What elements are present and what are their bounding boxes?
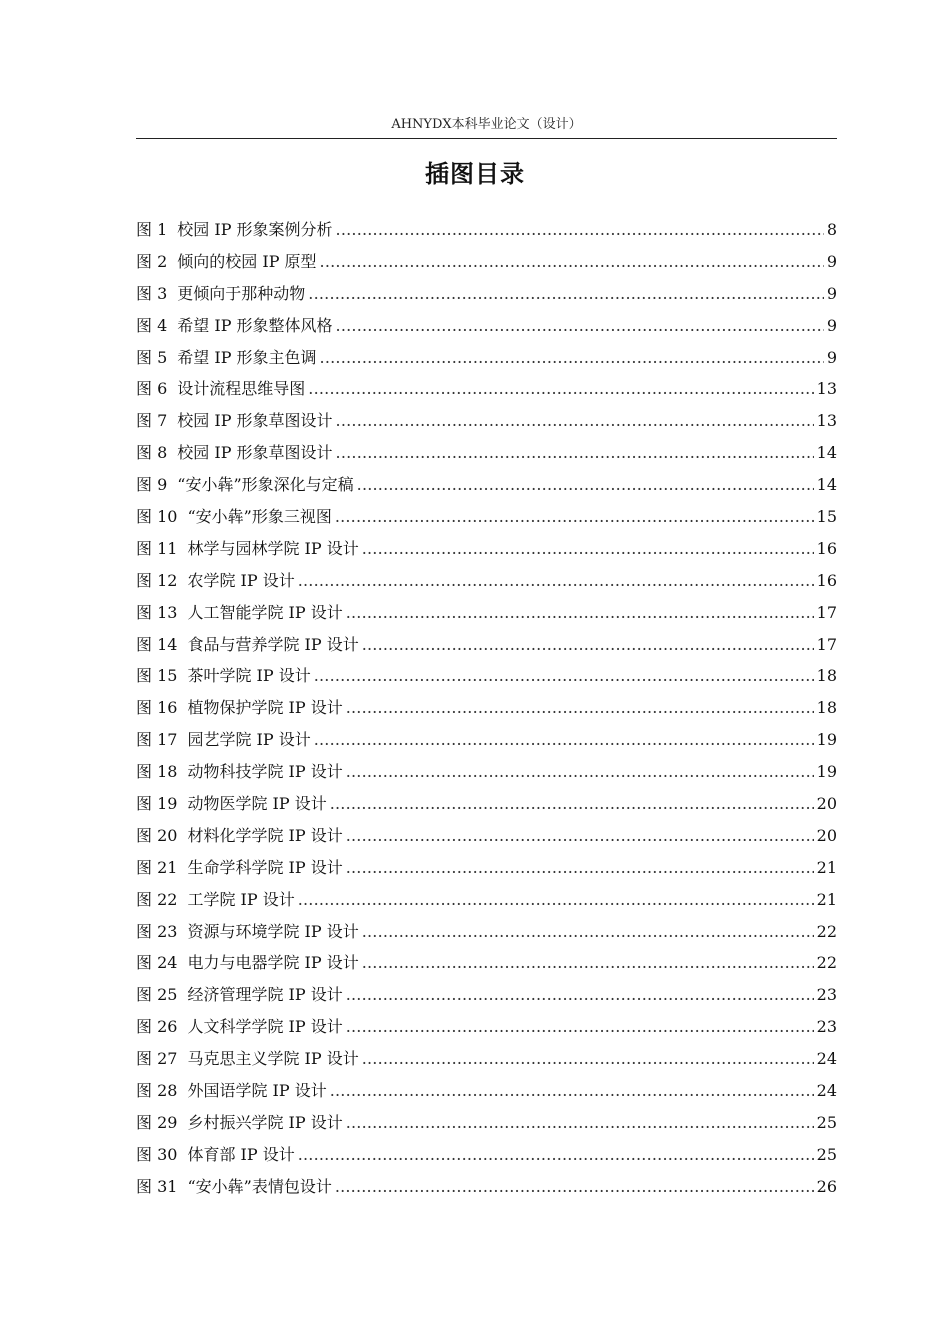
toc-entry[interactable] xyxy=(136,469,837,501)
toc-entry-label xyxy=(136,916,359,948)
figure-number: 图 15 xyxy=(136,666,178,686)
figure-number: 图 27 xyxy=(136,1049,178,1069)
figure-caption: 资源与环境学院 IP 设计 xyxy=(187,921,359,941)
running-title: AHNYDX本科毕业论文（设计） xyxy=(391,117,582,132)
page-number: 25 xyxy=(816,1112,837,1132)
toc-entry-label xyxy=(136,884,295,916)
toc-entry-label xyxy=(136,342,317,374)
figure-number: 图 16 xyxy=(136,698,178,718)
toc-entry-label xyxy=(136,788,327,820)
figure-caption: 人工智能学院 IP 设计 xyxy=(187,602,343,622)
toc-entry-label xyxy=(136,1139,295,1171)
toc-entry[interactable] xyxy=(136,1075,837,1107)
toc-entry-label xyxy=(136,756,343,788)
page-number: 18 xyxy=(816,666,837,686)
dot-leader xyxy=(362,629,814,661)
toc-entry[interactable] xyxy=(136,692,837,724)
dot-leader xyxy=(308,278,824,310)
figure-number: 图 25 xyxy=(136,985,178,1005)
page-number: 9 xyxy=(826,251,837,271)
figure-number: 图 29 xyxy=(136,1112,178,1132)
dot-leader xyxy=(298,565,814,597)
dot-leader xyxy=(346,820,814,852)
dot-leader xyxy=(346,1011,814,1043)
figure-caption: 茶叶学院 IP 设计 xyxy=(187,666,311,686)
figure-caption: 电力与电器学院 IP 设计 xyxy=(187,953,359,973)
figure-caption: “安小犇”形象深化与定稿 xyxy=(177,475,354,495)
toc-entry[interactable] xyxy=(136,310,837,342)
dot-leader xyxy=(298,884,814,916)
dot-leader xyxy=(336,214,824,246)
toc-entry-label xyxy=(136,1171,332,1203)
page-number: 14 xyxy=(816,443,837,463)
toc-entry-label xyxy=(136,1011,343,1043)
figure-number: 图 6 xyxy=(136,379,168,399)
toc-entry-label xyxy=(136,1075,327,1107)
dot-leader xyxy=(362,1043,814,1075)
page-number: 9 xyxy=(826,315,837,335)
figure-caption: 工学院 IP 设计 xyxy=(187,889,295,909)
page-number: 8 xyxy=(826,220,837,239)
toc-entry-label xyxy=(136,246,317,278)
figure-number: 图 28 xyxy=(136,1081,178,1101)
dot-leader xyxy=(335,501,814,533)
figure-number: 图 7 xyxy=(136,411,168,431)
figure-number: 图 22 xyxy=(136,889,178,909)
toc-entry[interactable] xyxy=(136,1139,837,1171)
dot-leader xyxy=(320,246,824,278)
list-of-figures xyxy=(136,214,837,1203)
page-number: 19 xyxy=(816,730,837,750)
toc-entry-label xyxy=(136,310,333,342)
figure-number: 图 23 xyxy=(136,921,178,941)
page-number: 9 xyxy=(826,347,837,367)
figure-caption: 更倾向于那种动物 xyxy=(177,283,306,303)
page-number: 14 xyxy=(816,475,837,495)
page-number: 21 xyxy=(816,889,837,909)
page-number: 26 xyxy=(816,1176,837,1196)
page-number: 16 xyxy=(816,538,837,558)
page-number: 20 xyxy=(816,825,837,845)
page-number: 20 xyxy=(816,794,837,814)
toc-entry-label xyxy=(136,533,359,565)
page-number: 13 xyxy=(816,411,837,431)
dot-leader xyxy=(314,724,814,756)
toc-entry-label xyxy=(136,373,305,405)
figure-caption: 乡村振兴学院 IP 设计 xyxy=(187,1112,343,1132)
figure-caption: 经济管理学院 IP 设计 xyxy=(187,985,343,1005)
toc-entry[interactable] xyxy=(136,1043,837,1075)
figure-number: 图 18 xyxy=(136,762,178,782)
figure-caption: 动物医学院 IP 设计 xyxy=(187,794,327,814)
figure-caption: 农学院 IP 设计 xyxy=(187,570,295,590)
toc-entry[interactable] xyxy=(136,373,837,405)
figure-number: 图 14 xyxy=(136,634,178,654)
dot-leader xyxy=(336,405,814,437)
page-number: 19 xyxy=(816,762,837,782)
dot-leader xyxy=(320,342,824,374)
page-title: 插图目录 xyxy=(425,160,525,188)
toc-entry[interactable] xyxy=(136,660,837,692)
page-number: 21 xyxy=(816,857,837,877)
dot-leader xyxy=(298,1139,814,1171)
figure-caption: 倾向的校园 IP 原型 xyxy=(177,251,317,271)
toc-entry-label xyxy=(136,692,343,724)
toc-entry[interactable] xyxy=(136,405,837,437)
figure-caption: 生命学科学院 IP 设计 xyxy=(187,857,343,877)
page-number: 23 xyxy=(816,1017,837,1037)
figure-caption: 林学与园林学院 IP 设计 xyxy=(187,538,359,558)
figure-caption: 设计流程思维导图 xyxy=(177,379,306,399)
figure-caption: “安小犇”形象三视图 xyxy=(187,507,332,527)
figure-number: 图 2 xyxy=(136,251,168,271)
dot-leader xyxy=(346,979,814,1011)
toc-entry[interactable] xyxy=(136,214,837,246)
figure-number: 图 21 xyxy=(136,857,178,877)
toc-entry[interactable] xyxy=(136,501,837,533)
dot-leader xyxy=(346,597,814,629)
figure-number: 图 12 xyxy=(136,570,178,590)
figure-number: 图 19 xyxy=(136,794,178,814)
figure-number: 图 31 xyxy=(136,1176,178,1196)
toc-entry[interactable] xyxy=(136,597,837,629)
page-number: 24 xyxy=(816,1049,837,1069)
toc-entry-label xyxy=(136,979,343,1011)
toc-entry-label xyxy=(136,1043,359,1075)
toc-entry-label xyxy=(136,724,311,756)
dot-leader xyxy=(362,916,814,948)
toc-entry-label xyxy=(136,214,333,246)
toc-entry[interactable] xyxy=(136,756,837,788)
figure-caption: 校园 IP 形象草图设计 xyxy=(177,411,333,431)
dot-leader xyxy=(336,310,824,342)
page-number: 22 xyxy=(816,921,837,941)
dot-leader xyxy=(362,533,814,565)
page-number: 25 xyxy=(816,1144,837,1164)
toc-entry-label xyxy=(136,820,343,852)
toc-entry[interactable] xyxy=(136,724,837,756)
toc-entry-label xyxy=(136,597,343,629)
page-number: 16 xyxy=(816,570,837,590)
figure-caption: 外国语学院 IP 设计 xyxy=(187,1081,327,1101)
toc-entry[interactable] xyxy=(136,533,837,565)
page-number: 17 xyxy=(816,602,837,622)
figure-caption: 希望 IP 形象整体风格 xyxy=(177,315,333,335)
dot-leader xyxy=(335,1171,814,1203)
toc-entry[interactable] xyxy=(136,947,837,979)
figure-number: 图 1 xyxy=(136,220,168,239)
toc-entry[interactable] xyxy=(136,788,837,820)
dot-leader xyxy=(308,373,813,405)
figure-caption: 人文科学学院 IP 设计 xyxy=(187,1017,343,1037)
toc-entry-label xyxy=(136,278,305,310)
figure-number: 图 9 xyxy=(136,475,168,495)
figure-caption: 园艺学院 IP 设计 xyxy=(187,730,311,750)
toc-entry[interactable] xyxy=(136,916,837,948)
dot-leader xyxy=(346,756,814,788)
figure-number: 图 4 xyxy=(136,315,168,335)
figure-number: 图 24 xyxy=(136,953,178,973)
toc-entry[interactable] xyxy=(136,342,837,374)
toc-entry-label xyxy=(136,1107,343,1139)
figure-caption: “安小犇”表情包设计 xyxy=(187,1176,332,1196)
figure-number: 图 10 xyxy=(136,507,178,527)
dot-leader xyxy=(330,1075,814,1107)
figure-caption: 马克思主义学院 IP 设计 xyxy=(187,1049,359,1069)
figure-caption: 材料化学学院 IP 设计 xyxy=(187,825,343,845)
figure-caption: 动物科技学院 IP 设计 xyxy=(187,762,343,782)
figure-caption: 校园 IP 形象草图设计 xyxy=(177,443,333,463)
toc-entry-label xyxy=(136,437,333,469)
page-number: 9 xyxy=(826,283,837,303)
toc-entry-label xyxy=(136,469,354,501)
figure-number: 图 13 xyxy=(136,602,178,622)
dot-leader xyxy=(362,947,814,979)
figure-number: 图 20 xyxy=(136,825,178,845)
toc-entry[interactable] xyxy=(136,884,837,916)
toc-entry[interactable] xyxy=(136,1107,837,1139)
toc-entry[interactable] xyxy=(136,979,837,1011)
figure-caption: 希望 IP 形象主色调 xyxy=(177,347,317,367)
toc-entry-label xyxy=(136,405,333,437)
toc-entry-label xyxy=(136,947,359,979)
page-number: 15 xyxy=(816,507,837,527)
figure-number: 图 30 xyxy=(136,1144,178,1164)
page-number: 23 xyxy=(816,985,837,1005)
toc-entry[interactable] xyxy=(136,437,837,469)
dot-leader xyxy=(346,692,814,724)
toc-entry[interactable] xyxy=(136,852,837,884)
figure-number: 图 3 xyxy=(136,283,168,303)
page-number: 13 xyxy=(816,379,837,399)
toc-entry[interactable] xyxy=(136,1171,837,1203)
dot-leader xyxy=(346,852,814,884)
toc-entry-label xyxy=(136,660,311,692)
figure-number: 图 5 xyxy=(136,347,168,367)
toc-entry[interactable] xyxy=(136,278,837,310)
figure-number: 图 8 xyxy=(136,443,168,463)
toc-entry-label xyxy=(136,629,359,661)
toc-entry[interactable] xyxy=(136,629,837,661)
figure-caption: 校园 IP 形象案例分析 xyxy=(177,220,333,239)
dot-leader xyxy=(314,660,814,692)
figure-caption: 体育部 IP 设计 xyxy=(187,1144,295,1164)
page-number: 18 xyxy=(816,698,837,718)
page-header xyxy=(136,116,837,139)
figure-number: 图 26 xyxy=(136,1017,178,1037)
toc-entry-label xyxy=(136,852,343,884)
page-number: 17 xyxy=(816,634,837,654)
dot-leader xyxy=(336,437,814,469)
toc-entry[interactable] xyxy=(136,820,837,852)
figure-number: 图 11 xyxy=(136,538,178,558)
figure-caption: 食品与营养学院 IP 设计 xyxy=(187,634,359,654)
dot-leader xyxy=(346,1107,814,1139)
toc-entry[interactable] xyxy=(136,565,837,597)
dot-leader xyxy=(330,788,814,820)
toc-entry-label xyxy=(136,501,332,533)
toc-entry[interactable] xyxy=(136,1011,837,1043)
figure-number: 图 17 xyxy=(136,730,178,750)
toc-entry[interactable] xyxy=(136,246,837,278)
page-number: 22 xyxy=(816,953,837,973)
dot-leader xyxy=(357,469,814,501)
figure-caption: 植物保护学院 IP 设计 xyxy=(187,698,343,718)
toc-entry-label xyxy=(136,565,295,597)
page-number: 24 xyxy=(816,1081,837,1101)
